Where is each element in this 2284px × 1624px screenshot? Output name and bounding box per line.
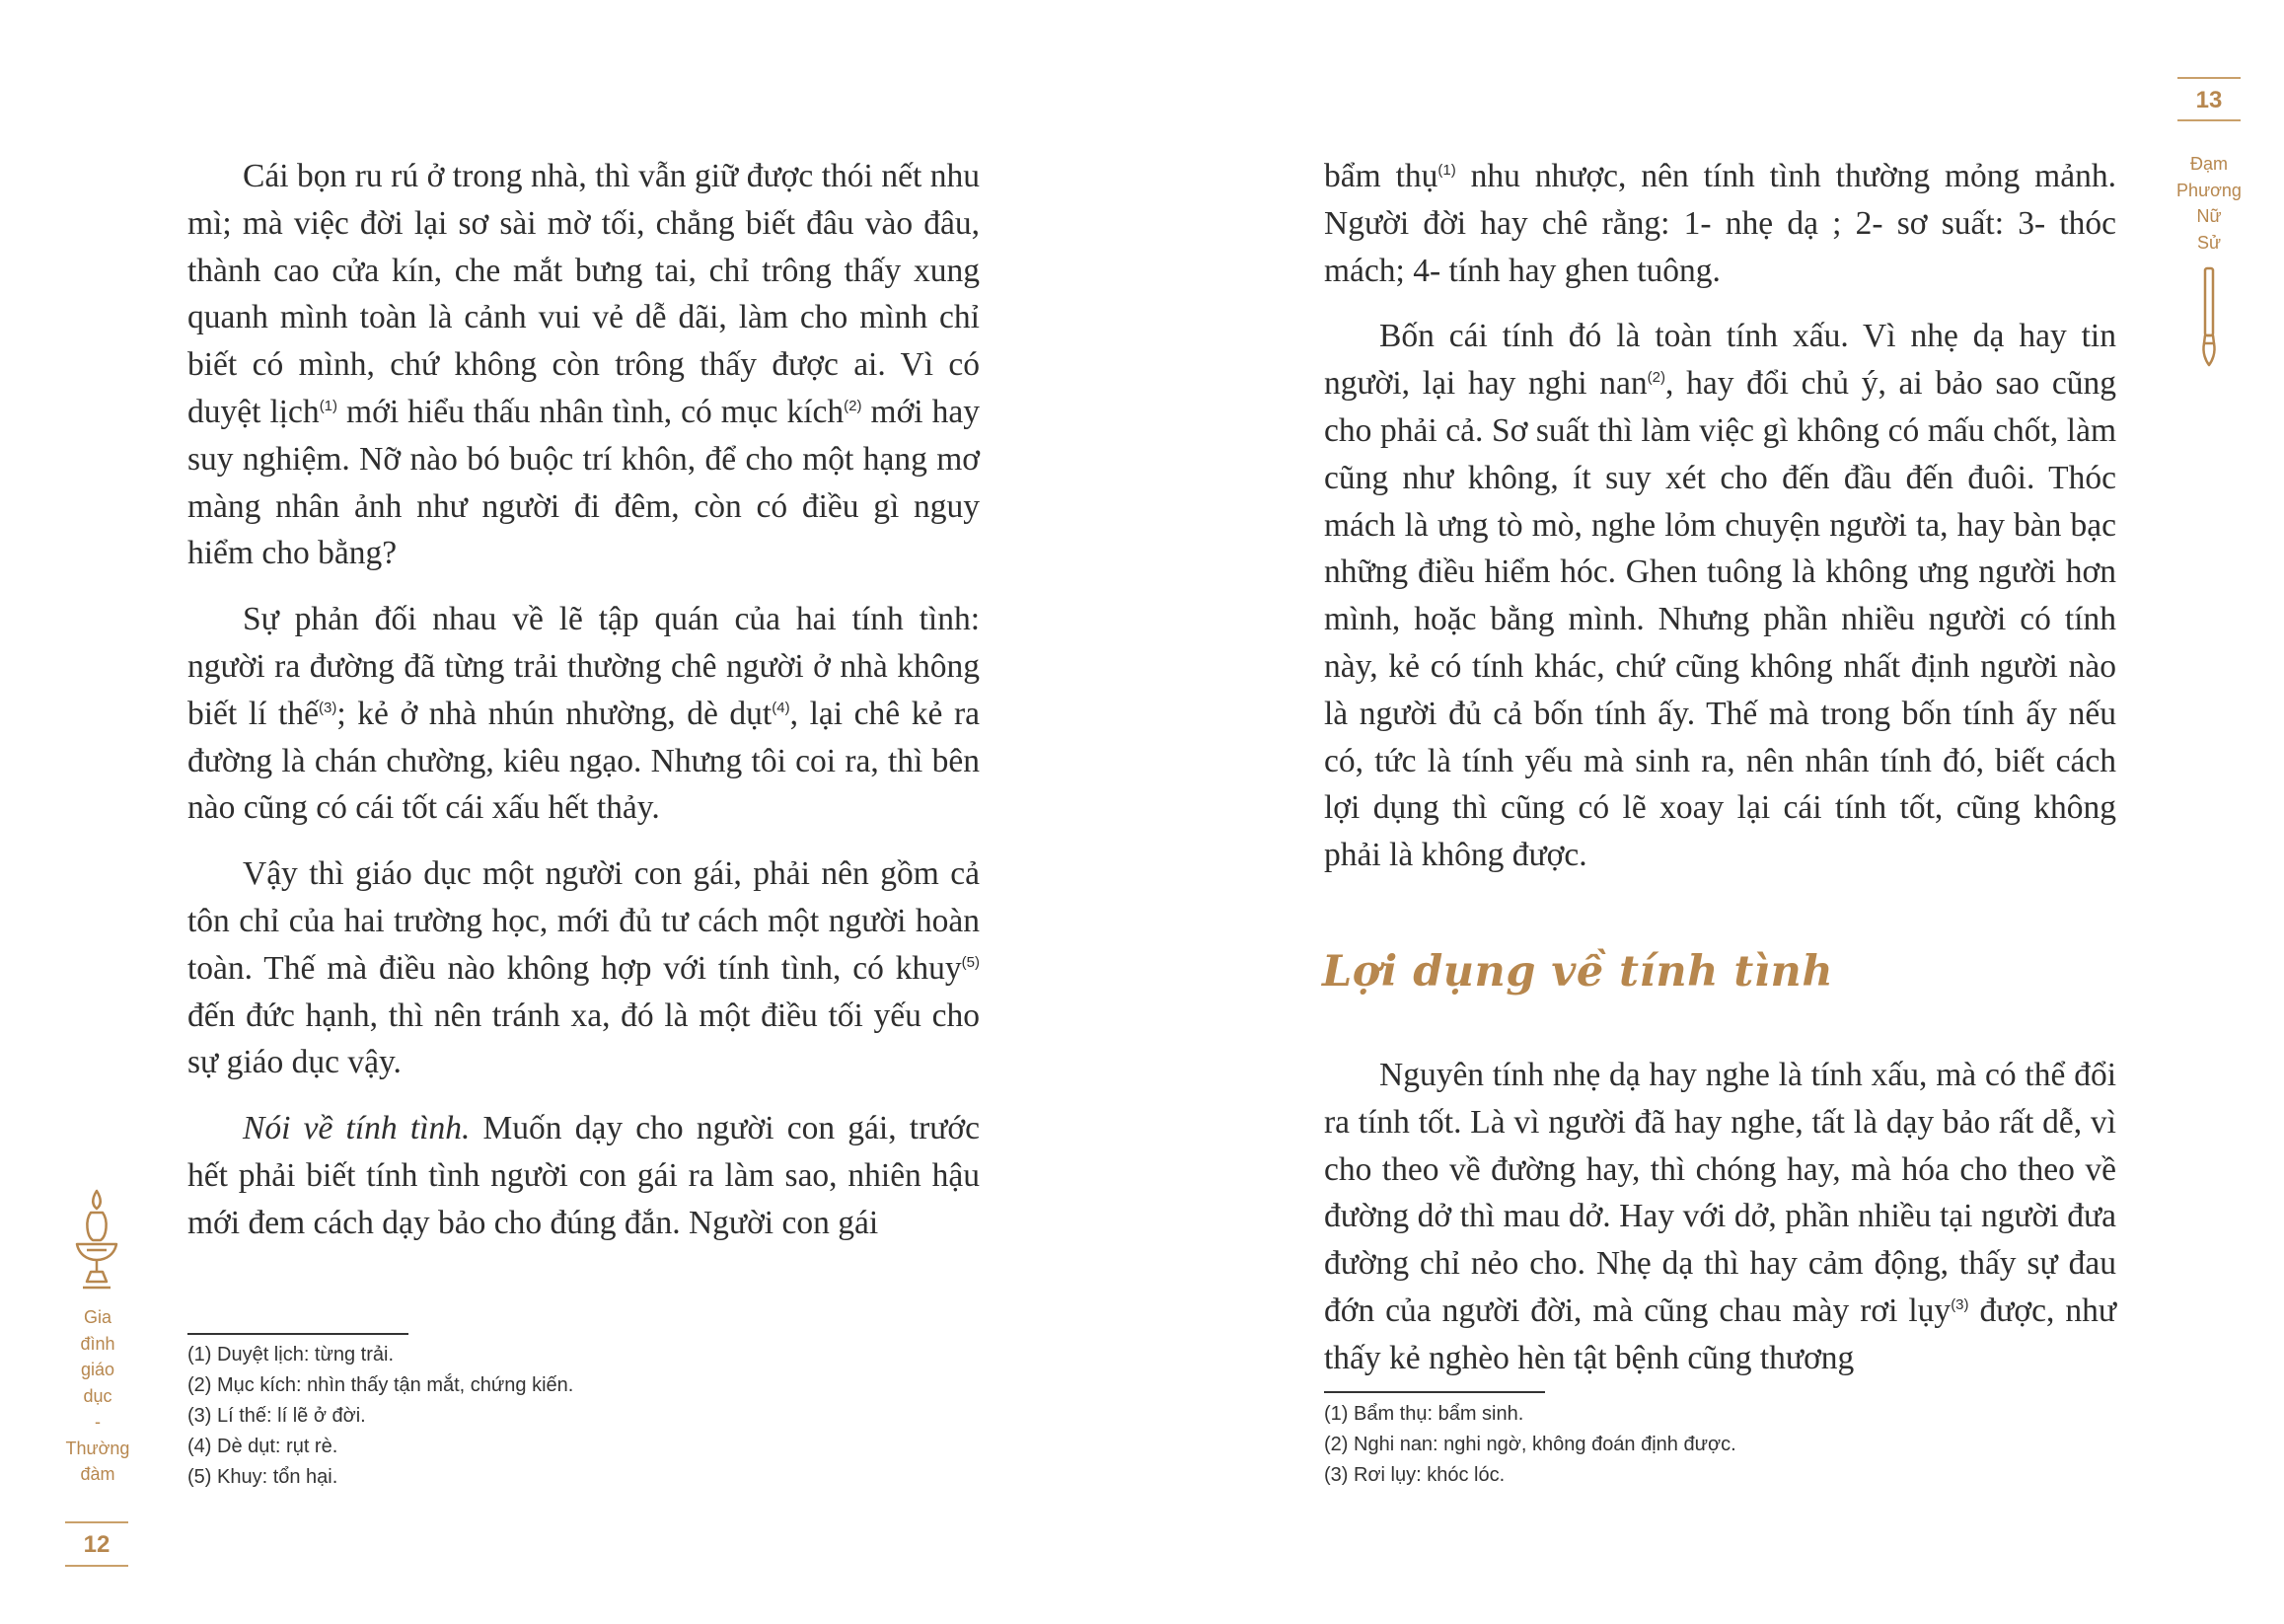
- paragraph: Cái bọn ru rú ở trong nhà, thì vẫn giữ được thói nết nhu mì; mà việc đời lại sơ sài mờ tối, chẳng biết đâu vào đâu, thành cao cửa kín, che mắt bưng tai, chỉ trông thấy xung quanh mình toàn là cảnh vui vẻ dễ dãi, làm cho mình chỉ biết có mình, chứ không còn trông thấy được ai. Vì có duyệt lịch$^{(1)}$ mới hiểu thấu nhân tình, có mục kích$^{(2)}$ mới hay suy nghiệm. Nỡ nào bó buộc trí khôn, để cho một hạng mơ màng nhân ảnh như người đi đêm, còn có điều gì nguy hiểm cho bằng?: [187, 158, 980, 572]
- page-number-rule: [65, 1521, 128, 1523]
- right-page-body: [1324, 153, 2116, 879]
- paragraph: Bốn cái tính đó là toàn tính xấu. Vì nhẹ dạ hay tin người, lại hay nghi nan$^{(2)}$, hay đổi chủ ý, ai bảo sao cũng cho phải cả. Sơ suất thì làm việc gì không có mấu chốt, làm cũng như không, ít suy xét cho đến đầu đến đuôi. Thóc mách là ưng tò mò, nghe lỏm chuyện người ta, hay bàn bạc những điều hiểm hóc. Ghen tuông là không ưng người hơn mình, hoặc bằng mình. Nhưng phần nhiều người có tính này, kẻ có tính khác, chứ cũng không nhất định người nào là người đủ cả bốn tính ấy. Thế mà trong bốn tính ấy nếu có, tức là tính yếu mà sinh ra, nên nhân tính đó, biết cách lợi dụng thì cũng có lẽ xoay lại cái tính tốt, cũng không phải là không được.: [1324, 318, 2116, 874]
- left-footnotes: [187, 1340, 573, 1493]
- paragraph: Nguyên tính nhẹ dạ hay nghe là tính xấu, mà có thể đổi ra tính tốt. Là vì người đã hay nghe, tất là dạy bảo rất dễ, vì cho theo về đường hay, thì chóng hay, mà hóa cho theo về đường dở thì mau dở. Hay với dở, phần nhiều tại người đưa đường chỉ nẻo cho. Nhẹ dạ thì hay cảm động, thấy sự đau đớn của người đời, mà cũng chau mày rơi lụy$^{(3)}$ được, như thấy kẻ nghèo hèn tật bệnh cũng thương: [1324, 1057, 2116, 1376]
- section-heading: Lợi dụng về tính tình: [1322, 947, 1834, 997]
- left-side-label: Gia đình giáo dục - Thường đàm: [65, 1307, 130, 1484]
- footnote-ref: (3): [318, 699, 337, 716]
- paragraph: bẩm thụ$^{(1)}$ nhu nhược, nên tính tình thường mỏng mảnh. Người đời hay chê rằng: 1- nhẹ dạ ; 2- sơ suất: 3- thóc mách; 4- tính hay ghen tuông.: [1324, 158, 2116, 289]
- page-number-rule: [2177, 77, 2241, 79]
- footnote-ref: (1): [1437, 161, 1456, 179]
- paragraph: Vậy thì giáo dục một người con gái, phải nên gồm cả tôn chỉ của hai trường học, mới đủ tư cách một người hoàn toàn. Thế mà điều nào không hợp với tính tình, có khuy$^{(5)}$ đến đức hạnh, thì nên tránh xa, đó là một điều tối yếu cho sự giáo dục vậy.: [187, 855, 980, 1081]
- footnote: (2) Nghi nan: nghi ngờ, không đoán định được.: [1324, 1434, 1736, 1455]
- right-footnotes: [1324, 1399, 1736, 1491]
- footnote-ref: (1): [319, 397, 338, 414]
- footnote: (5) Khuy: tổn hại.: [187, 1466, 338, 1488]
- footnote: (4) Dè dụt: rụt rè.: [187, 1436, 338, 1457]
- footnote: (1) Bẩm thụ: bẩm sinh.: [1324, 1403, 1524, 1425]
- footnote-ref: (3): [1951, 1295, 1969, 1313]
- footnote: (3) Rơi lụy: khóc lóc.: [1324, 1464, 1506, 1486]
- footnote-ref: (4): [772, 699, 790, 716]
- page-number-rule: [2177, 119, 2241, 121]
- paragraph: Sự phản đối nhau về lẽ tập quán của hai tính tình: người ra đường đã từng trải thường chê người ở nhà không biết lí thế$^{(3)}$; kẻ ở nhà nhún nhường, dè dụt$^{(4)}$, lại chê kẻ ra đường là chán chường, kiêu ngạo. Nhưng tôi coi ra, thì bên nào cũng có cái tốt cái xấu hết thảy.: [187, 601, 980, 827]
- footnote: (2) Mục kích: nhìn thấy tận mắt, chứng kiến.: [187, 1374, 574, 1396]
- footnote-ref: (2): [1647, 369, 1665, 387]
- right-page-body-lower: [1324, 1052, 2116, 1382]
- italic-lead: Nói về tính tình.: [243, 1110, 471, 1147]
- footnote-divider: [187, 1333, 408, 1335]
- footnote-divider: [1324, 1391, 1545, 1393]
- oil-lamp-icon: [73, 1187, 120, 1293]
- left-page-body: [187, 153, 980, 1247]
- page-number: 12: [83, 1531, 111, 1558]
- footnote-ref: (5): [961, 953, 980, 971]
- footnote-ref: (2): [844, 397, 862, 414]
- paragraph: Nói về tính tình. Muốn dạy cho người con gái, trước hết phải biết tính tình người con gái ra làm sao, nhiên hậu mới đem cách dạy bảo cho đúng đắn. Người con gái: [187, 1110, 981, 1241]
- right-side-label: Đạm Phương Nữ Sử: [2176, 154, 2242, 253]
- footnote: (1) Duyệt lịch: từng trải.: [187, 1344, 395, 1366]
- page-number: 13: [2195, 87, 2223, 113]
- page-number-rule: [65, 1565, 128, 1567]
- brush-pen-icon: [2198, 264, 2220, 367]
- footnote: (3) Lí thế: lí lẽ ở đời.: [187, 1405, 366, 1427]
